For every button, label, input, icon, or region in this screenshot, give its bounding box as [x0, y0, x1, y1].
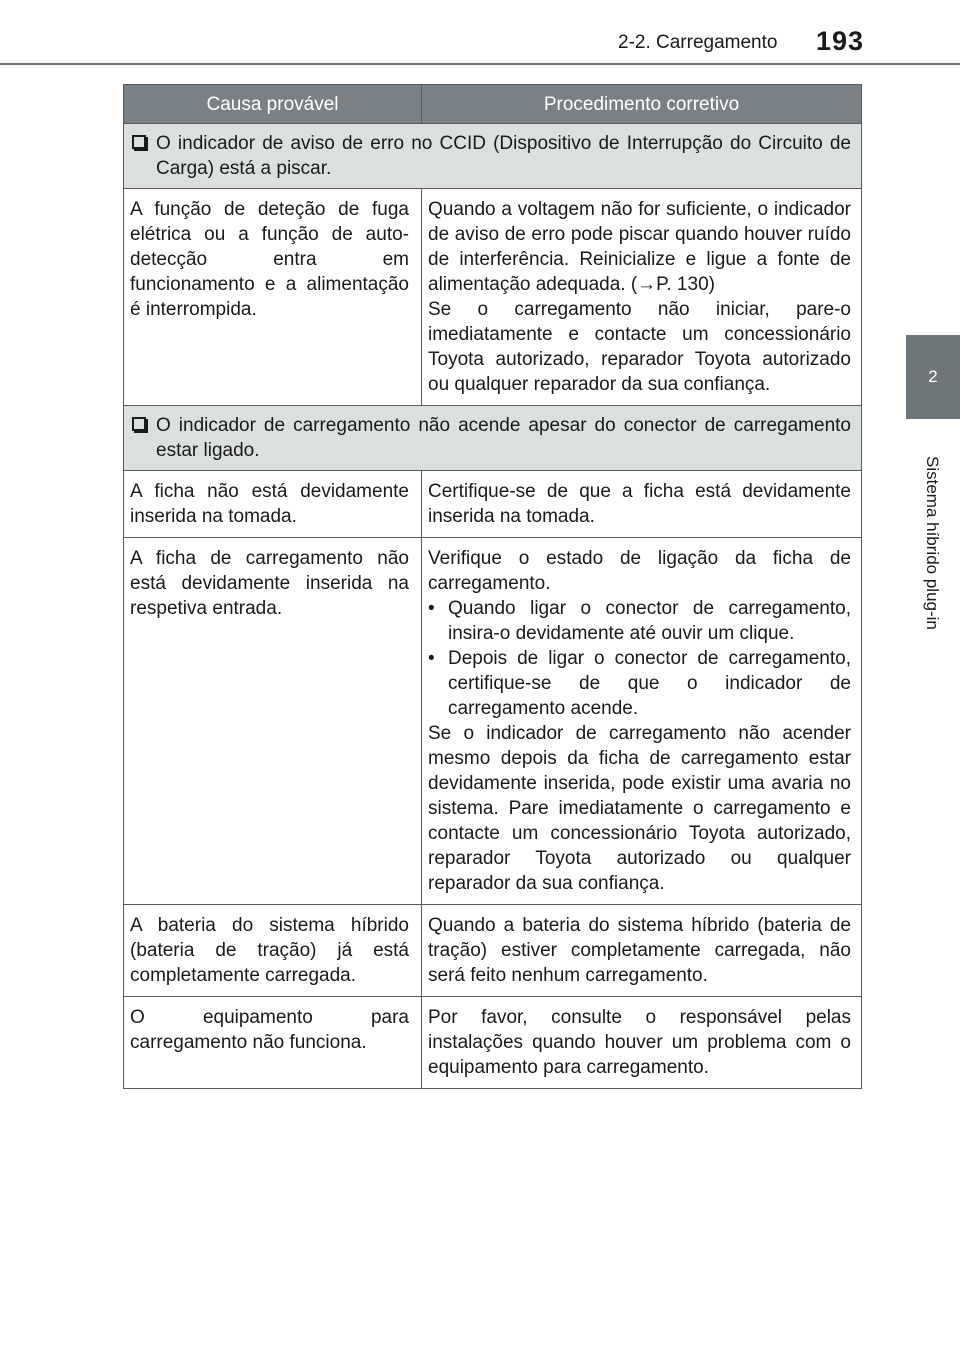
procedure-cell	[422, 538, 862, 905]
cause-cell: A ficha não está devidamente inserida na tomada.	[124, 471, 422, 538]
table-row	[124, 189, 862, 406]
bullet-item	[428, 646, 851, 721]
table-row	[124, 905, 862, 997]
header-rule	[0, 63, 960, 65]
procedure-text: Se o indicador de carregamento não acender mesmo depois da ficha de carregamento estar devidamente inserida, pode existir uma avaria no sistema. Pare imediatamente o carregamento e contacte um concessionário Toyota autorizado, reparador Toyota autorizado ou qualquer reparador da sua confiança.	[428, 723, 851, 894]
table-row	[124, 538, 862, 905]
checkbox-icon	[132, 417, 146, 431]
column-header-procedure: Procedimento corretivo	[422, 85, 862, 124]
table-row	[124, 471, 862, 538]
table-row	[124, 997, 862, 1089]
cause-cell: A função de deteção de fuga elétrica ou a função de auto-detecção entra em funcionamento e a alimentação é interrompida.	[124, 189, 422, 406]
procedure-text: Verifique o estado de ligação da ficha de carregamento.	[428, 548, 851, 594]
section-title: 2-2. Carregamento	[618, 32, 778, 53]
cause-cell: O equipamento para carregamento não funciona.	[124, 997, 422, 1089]
cause-cell: A ficha de carregamento não está devidamente inserida na respetiva entrada.	[124, 538, 422, 905]
column-header-cause: Causa provável	[124, 85, 422, 124]
procedure-cell: Por favor, consulte o responsável pelas instalações quando houver um problema com o equipamento para carregamento.	[422, 997, 862, 1089]
procedure-cell	[422, 189, 862, 406]
category-title: O indicador de carregamento não acende apesar do conector de carregamento estar ligado.	[156, 415, 851, 461]
troubleshooting-table	[123, 84, 862, 1089]
chapter-tab	[906, 335, 960, 419]
checkbox-icon	[132, 135, 146, 149]
category-row	[124, 406, 862, 471]
chapter-label-text: Sistema híbrido plug-in	[923, 456, 942, 630]
procedure-cell: Quando a bateria do sistema híbrido (bateria de tração) estiver completamente carregada, não será feito nenhum carregamento.	[422, 905, 862, 997]
bullet-dot: •	[428, 598, 435, 619]
bullet-text: Depois de ligar o conector de carregamento, certifique-se de que o indicador de carregamento acende.	[448, 648, 851, 719]
cause-cell: A bateria do sistema híbrido (bateria de tração) já está completamente carregada.	[124, 905, 422, 997]
category-row	[124, 124, 862, 189]
procedure-text: Quando a voltagem não for suficiente, o indicador de aviso de erro pode piscar quando houver ruído de interferência. Reinicialize e ligue a fonte de alimentação adequada. (→P. 130)	[428, 199, 851, 295]
bullet-item	[428, 596, 851, 646]
procedure-text: Se o carregamento não iniciar, pare-o imediatamente e contacte um concessionário Toyota autorizado, reparador Toyota autorizado ou qualquer reparador da sua confiança.	[428, 299, 851, 395]
page-number: 193	[816, 26, 865, 56]
procedure-cell: Certifique-se de que a ficha está devidamente inserida na tomada.	[422, 471, 862, 538]
chapter-tab-number: 2	[928, 367, 938, 386]
category-title: O indicador de aviso de erro no CCID (Dispositivo de Interrupção do Circuito de Carga) está a piscar.	[156, 133, 851, 179]
chapter-label	[910, 428, 954, 658]
bullet-dot: •	[428, 648, 435, 669]
bullet-text: Quando ligar o conector de carregamento, insira-o devidamente até ouvir um clique.	[448, 598, 851, 644]
table-header-row	[124, 85, 862, 124]
